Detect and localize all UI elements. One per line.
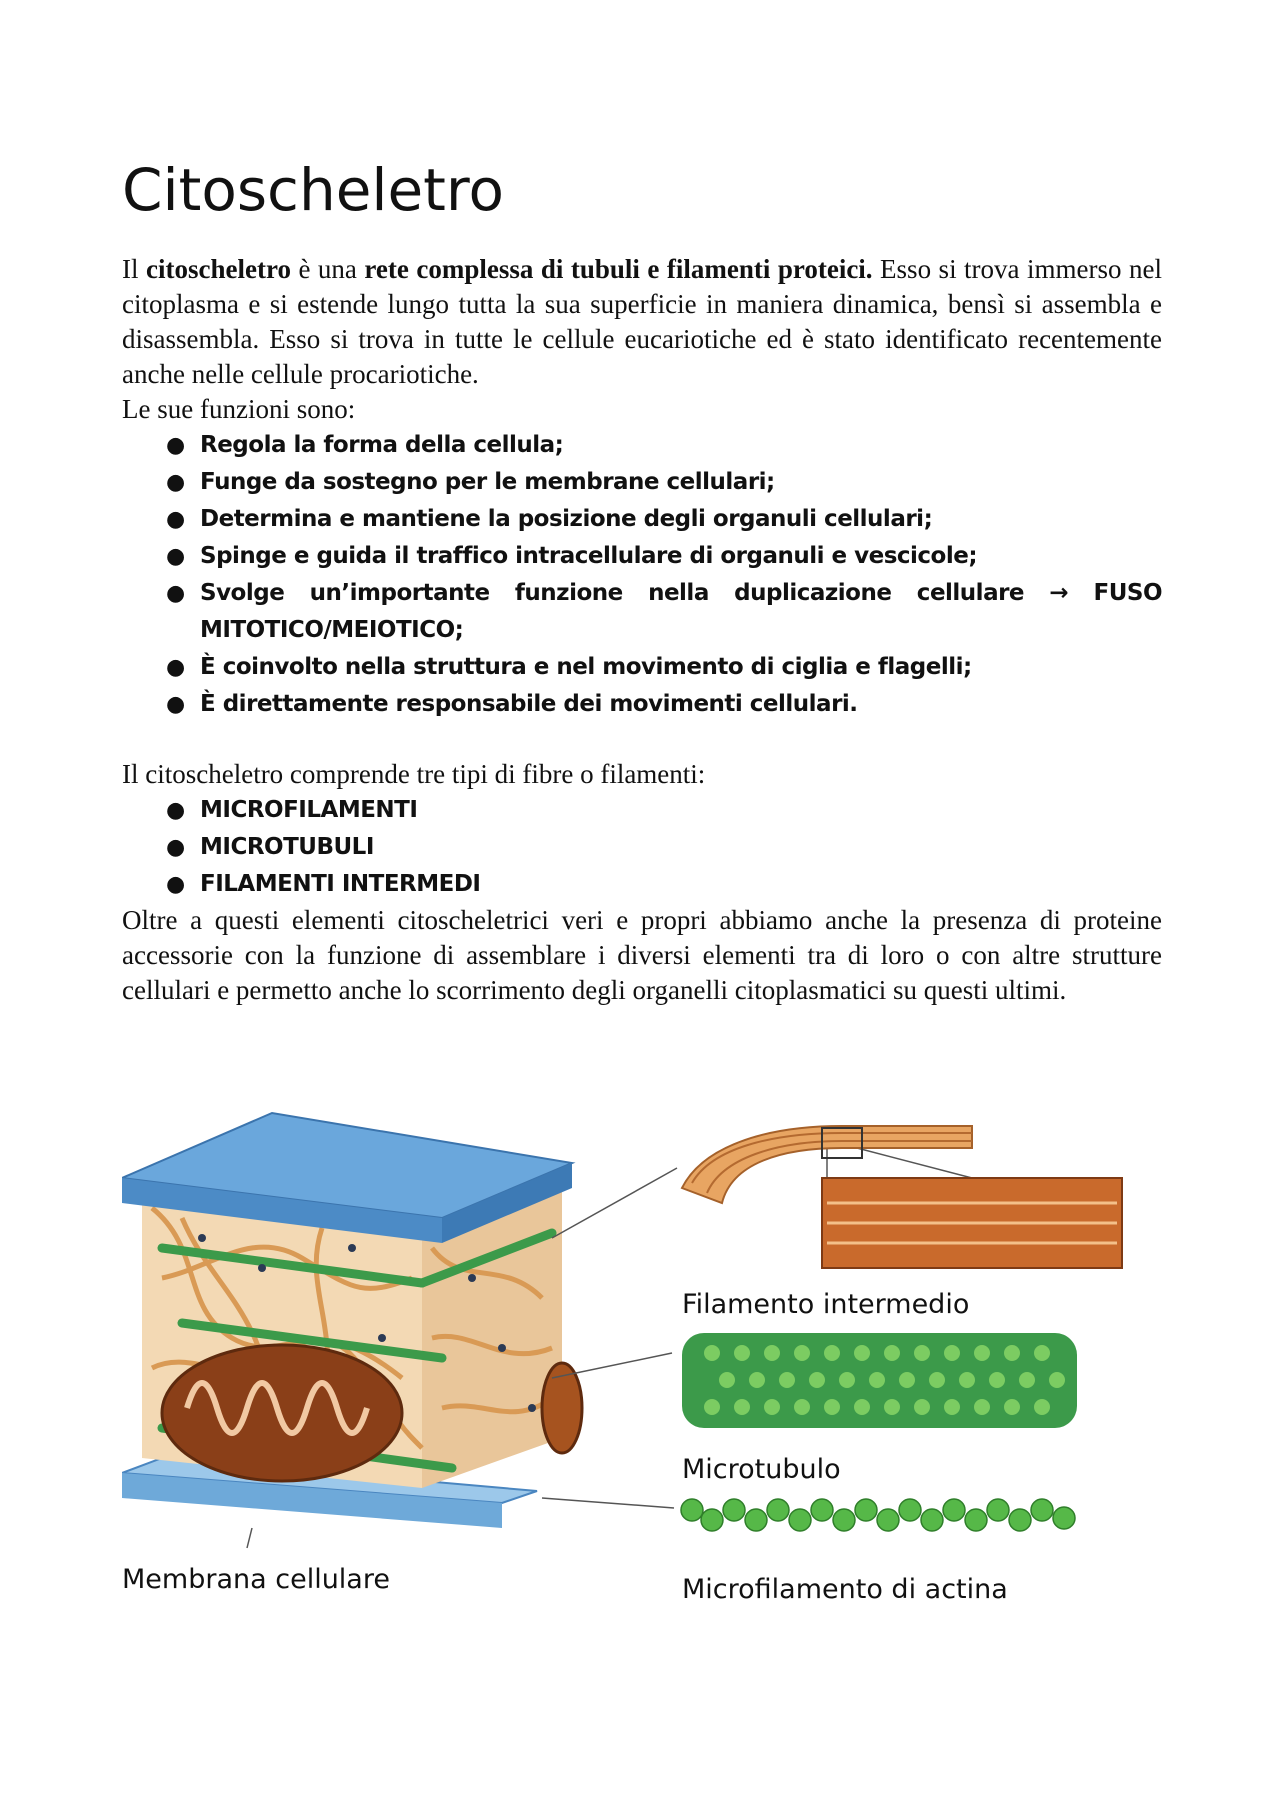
closing-paragraph: Oltre a questi elementi citoscheletrici veri e propri abbiamo anche la presenza di proteine accessorie con la funzione di assemblare i diversi elementi tra di loro o con altre strutture cellulari e permetto anche lo scorrimento degli organelli citoplasmatici su questi ultimi.: [122, 905, 1162, 1005]
list-item-text: MICROTUBULI: [200, 834, 374, 860]
list-item: [166, 866, 1162, 903]
list-item-text: MICROFILAMENTI: [200, 797, 418, 823]
intro-text: Esso si trova immerso nel citoplasma e si estende lungo tutta la sua superficie in maniera dinamica, bensì si assembla e disassembla. Esso si trova in tutte le cellule eucariotiche ed è stato identificato recentemente anche nelle cellule procariotiche.: [122, 254, 1162, 389]
list-item: [166, 538, 1162, 575]
list-item: [166, 501, 1162, 538]
list-item-text: È coinvolto nella struttura e nel movimento di ciglia e flagelli;: [200, 654, 972, 680]
list-item-text: Funge da sostegno per le membrane cellulari;: [200, 469, 775, 495]
bullet-icon: ●: [166, 470, 185, 495]
actin-microfilament: [681, 1499, 1075, 1531]
list-item: [166, 427, 1162, 464]
list-item: [166, 829, 1162, 866]
label-microtubule: Microtubulo: [682, 1454, 841, 1485]
bullet-icon: ●: [166, 433, 185, 458]
intro-text: Il: [122, 254, 146, 284]
bullet-icon: ●: [166, 872, 185, 897]
cytoskeleton-illustration: [122, 1108, 1134, 1628]
bullet-icon: ●: [166, 655, 185, 680]
types-list: [122, 792, 1162, 903]
cytoskeleton-figure: [122, 1108, 1134, 1628]
page-title: Citoscheletro: [122, 156, 504, 224]
bullet-icon: ●: [166, 544, 185, 569]
list-item-text: Regola la forma della cellula;: [200, 432, 564, 458]
bullet-icon: ●: [166, 835, 185, 860]
bullet-icon: ●: [166, 507, 185, 532]
list-item: [166, 464, 1162, 501]
intro-term: citoscheletro: [146, 254, 291, 284]
label-cell-membrane: Membrana cellulare: [122, 1564, 390, 1595]
list-item-text: È direttamente responsabile dei movimenti cellulari.: [200, 691, 858, 717]
bullet-icon: ●: [166, 692, 185, 717]
list-item-text: FILAMENTI INTERMEDI: [200, 871, 481, 897]
list-item: [166, 792, 1162, 829]
list-item-text: Svolge un’importante funzione nella duplicazione cellulare → FUSO MITOTICO/MEIOTICO;: [200, 580, 1162, 643]
types-lead: Il citoscheletro comprende tre tipi di fibre o filamenti:: [122, 759, 706, 789]
label-actin-microfilament: Microfilamento di actina: [682, 1574, 1008, 1605]
bullet-icon: ●: [166, 581, 185, 606]
functions-list: [122, 427, 1162, 723]
list-item-text: Spinge e guida il traffico intracellulare di organuli e vescicole;: [200, 543, 978, 569]
list-item-text: Determina e mantiene la posizione degli organuli cellulari;: [200, 506, 933, 532]
spacer: [122, 723, 1162, 757]
intro-paragraph: [122, 252, 1162, 392]
label-intermediate-filament: Filamento intermedio: [682, 1289, 970, 1320]
bullet-icon: ●: [166, 798, 185, 823]
list-item: [166, 575, 1162, 649]
list-item: [166, 686, 1162, 723]
functions-lead: Le sue funzioni sono:: [122, 394, 356, 424]
document-content: [122, 150, 1162, 1008]
list-item: [166, 649, 1162, 686]
intro-text: è una: [290, 254, 365, 284]
intro-definition: rete complessa di tubuli e filamenti proteici.: [364, 254, 873, 284]
